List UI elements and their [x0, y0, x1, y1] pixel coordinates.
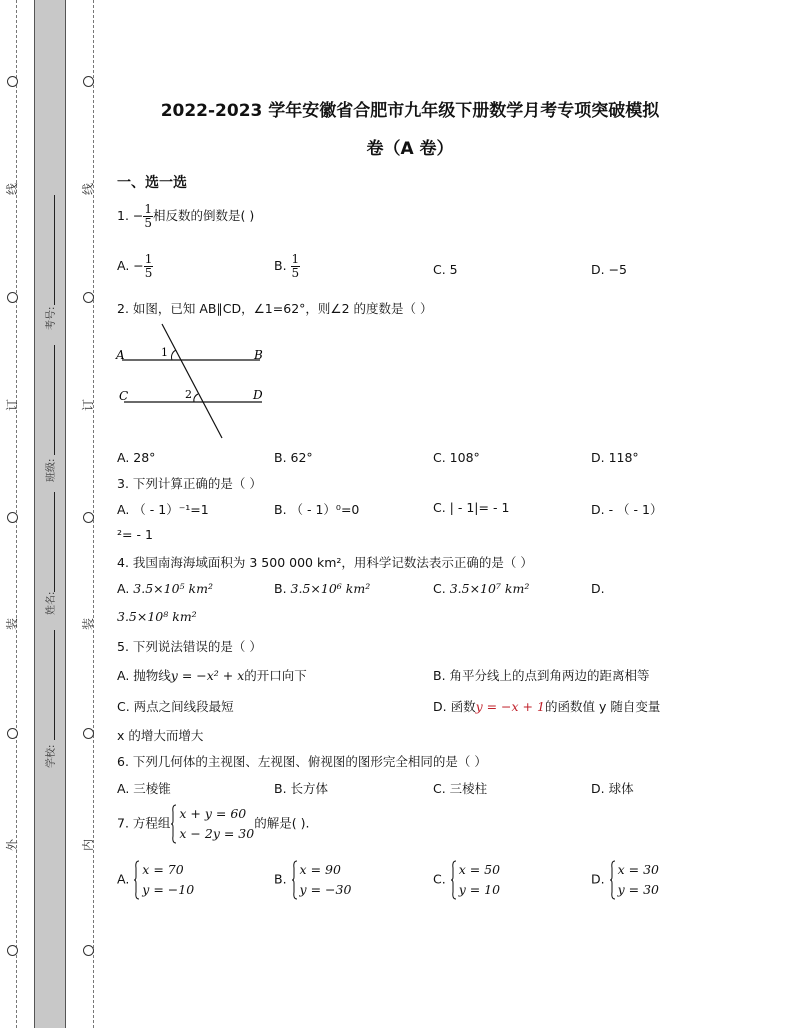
hole-marker — [7, 945, 18, 956]
option-a[interactable] — [117, 253, 153, 280]
numerator: 1 — [144, 202, 153, 216]
brace-icon — [291, 860, 298, 900]
equation-1: x + y = 60 — [179, 806, 247, 821]
option-text: 的开口向下 — [244, 668, 307, 683]
option-d[interactable] — [433, 697, 660, 715]
binding-band — [34, 0, 66, 1028]
hole-marker — [83, 76, 94, 87]
brace-icon — [609, 860, 616, 900]
angle-1-label: 1 — [161, 346, 168, 359]
point-d-label: D — [253, 388, 263, 402]
field-label-exam-number: 考号: — [46, 306, 57, 330]
option-label: A. — [117, 258, 130, 273]
option-b[interactable] — [274, 581, 370, 596]
option-label: B. — [274, 258, 287, 273]
minus-sign: − — [133, 258, 144, 273]
fraction — [143, 203, 153, 230]
question-text: 的解是( ). — [254, 815, 310, 831]
margin-char: 订 — [81, 399, 95, 412]
solution-y: y = 10 — [458, 882, 501, 897]
solution-x: x = 30 — [617, 862, 659, 877]
question-7 — [117, 804, 309, 844]
question-text: 7. 方程组 — [117, 815, 171, 831]
option-label: A. 抛物线 — [117, 668, 171, 683]
option-c[interactable]: C. 108° — [433, 450, 480, 465]
field-label-name: 姓名: — [46, 591, 57, 615]
option-a[interactable]: A. 28° — [117, 450, 156, 465]
margin-char: 外 — [5, 839, 19, 852]
option-d-value — [117, 609, 197, 624]
question-2: 2. 如图，已知 AB∥CD，∠1=62°，则∠2 的度数是（ ） — [117, 301, 433, 316]
option-c[interactable]: C. 三棱柱 — [433, 781, 488, 796]
option-a[interactable] — [117, 581, 213, 596]
option-label: D. 函数 — [433, 699, 476, 714]
option-value: 3.5×10⁵ km² — [133, 581, 213, 596]
option-c[interactable] — [433, 860, 500, 900]
brace-icon — [450, 860, 457, 900]
option-b[interactable]: B. 62° — [274, 450, 313, 465]
option-label: B. — [274, 581, 287, 596]
hole-marker — [7, 292, 18, 303]
fraction — [291, 253, 301, 280]
option-b[interactable]: B. 角平分线上的点到角两边的距离相等 — [433, 668, 650, 683]
option-value: 3.5×10⁶ km² — [290, 581, 371, 596]
numerator: 1 — [291, 252, 300, 266]
math-expression: y = −x + 1 — [475, 699, 545, 714]
option-value: 3.5×10⁸ km² — [117, 609, 197, 624]
margin-char: 装 — [81, 618, 95, 631]
solution-y: y = −10 — [142, 882, 195, 897]
solution-y: y = −30 — [299, 882, 352, 897]
margin-char: 线 — [5, 183, 19, 196]
angle-2-label: 2 — [185, 388, 192, 401]
option-a[interactable] — [117, 860, 194, 900]
brace-icon — [170, 804, 177, 844]
hole-marker — [7, 512, 18, 523]
hole-marker — [83, 728, 94, 739]
page-title-line2: 卷（A 卷） — [366, 139, 454, 159]
option-b[interactable]: B. 长方体 — [274, 781, 329, 796]
hole-marker — [83, 512, 94, 523]
option-d-continued: ²= - 1 — [117, 527, 153, 542]
point-a-label: A — [116, 348, 125, 362]
hole-marker — [83, 945, 94, 956]
option-c[interactable] — [433, 581, 529, 596]
question-1 — [117, 203, 254, 230]
angle-2-arc — [194, 394, 198, 402]
option-c[interactable]: C. 两点之间线段最短 — [117, 699, 234, 714]
minus-sign: − — [132, 208, 144, 223]
option-b[interactable] — [274, 253, 300, 280]
hole-marker — [7, 76, 18, 87]
question-6: 6. 下列几何体的主视图、左视图、俯视图的图形完全相同的是（ ） — [117, 754, 487, 769]
option-a[interactable]: A. 三棱锥 — [117, 781, 171, 796]
page-title: 2022-2023 学年安徽省合肥市九年级下册数学月考专项突破模拟 — [160, 101, 660, 121]
field-label-class: 班级: — [46, 458, 57, 482]
option-label: D. — [591, 871, 605, 887]
option-label: A. — [117, 871, 130, 887]
solution-system — [450, 860, 500, 900]
option-d[interactable]: D. - （ - 1） — [591, 502, 663, 517]
solution-system — [133, 860, 194, 900]
point-b-label: B — [254, 348, 263, 362]
option-c[interactable]: C. 5 — [433, 262, 458, 277]
hole-marker — [7, 728, 18, 739]
option-label: B. — [274, 871, 287, 887]
hole-marker — [83, 292, 94, 303]
solution-system — [609, 860, 659, 900]
option-label: C. — [433, 581, 446, 596]
equation-2: x − 2y = 30 — [179, 826, 255, 841]
question-4: 4. 我国南海海域面积为 3 500 000 km²，用科学记数法表示正确的是（ ） — [117, 555, 533, 570]
option-d[interactable]: D. −5 — [591, 262, 627, 277]
option-b[interactable] — [274, 860, 351, 900]
section-heading: 一、选一选 — [117, 175, 187, 191]
angle-1-arc — [171, 350, 176, 360]
field-underline — [54, 195, 55, 305]
denominator: 5 — [291, 266, 300, 280]
field-underline — [54, 492, 55, 592]
option-d[interactable]: D. 118° — [591, 450, 639, 465]
parallel-lines-figure — [112, 318, 272, 443]
margin-char: 线 — [81, 183, 95, 196]
question-3: 3. 下列计算正确的是（ ） — [117, 476, 262, 491]
option-d-continued: x 的增大而增大 — [117, 728, 204, 743]
denominator: 5 — [144, 266, 153, 280]
option-b[interactable]: B. （ - 1）⁰=0 — [274, 502, 360, 517]
question-5: 5. 下列说法错误的是（ ） — [117, 639, 262, 654]
question-number: 1. — [117, 208, 129, 223]
field-underline — [54, 630, 55, 740]
field-label-school: 学校: — [46, 744, 57, 768]
math-expression: y = −x² + x — [170, 668, 245, 683]
option-d[interactable]: D. 球体 — [591, 781, 634, 796]
option-label: A. — [117, 581, 130, 596]
brace-icon — [133, 860, 140, 900]
numerator: 1 — [144, 252, 153, 266]
margin-char: 内 — [81, 839, 95, 852]
option-a[interactable] — [117, 666, 307, 684]
question-text: 相反数的倒数是( ) — [153, 208, 255, 223]
transversal-line — [162, 324, 222, 438]
option-value: 3.5×10⁷ km² — [449, 581, 530, 596]
option-text: 的函数值 y 随自变量 — [544, 699, 661, 714]
point-c-label: C — [119, 389, 129, 403]
option-d[interactable]: D. — [591, 581, 605, 596]
option-a[interactable]: A. （ - 1）⁻¹=1 — [117, 502, 209, 517]
denominator: 5 — [144, 216, 153, 230]
option-d[interactable] — [591, 860, 659, 900]
margin-char: 订 — [5, 399, 19, 412]
solution-x: x = 50 — [458, 862, 501, 877]
field-underline — [54, 345, 55, 455]
option-c[interactable]: C. | - 1|= - 1 — [433, 500, 510, 515]
option-label: C. — [433, 871, 446, 887]
margin-char: 装 — [5, 618, 19, 631]
fraction — [144, 253, 154, 280]
solution-x: x = 70 — [142, 862, 184, 877]
solution-x: x = 90 — [299, 862, 341, 877]
solution-system — [291, 860, 352, 900]
solution-y: y = 30 — [617, 882, 659, 897]
equation-system — [170, 804, 254, 844]
